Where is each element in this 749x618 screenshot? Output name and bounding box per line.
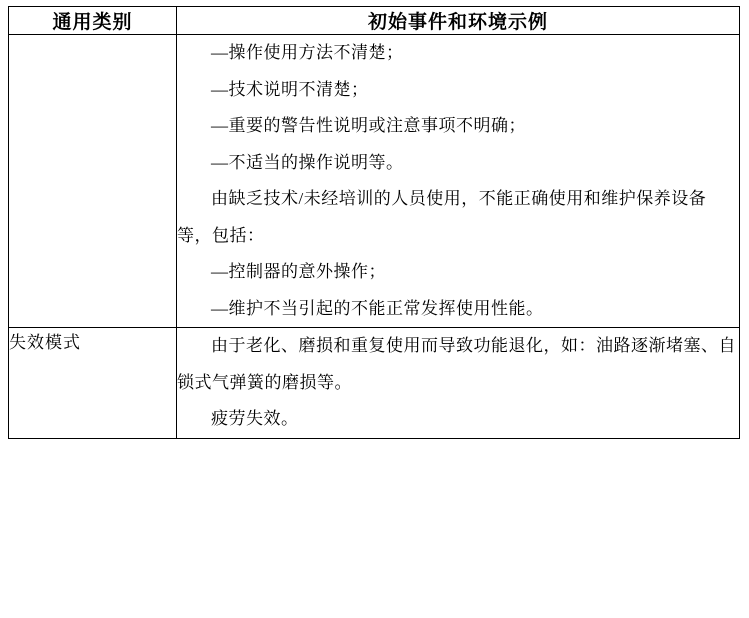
list-item: —不适当的操作说明等。 bbox=[211, 152, 404, 172]
paragraph: 由于老化、磨损和重复使用而导致功能退化，如：油路逐渐堵塞、自锁式气弹簧的磨损等。 bbox=[177, 336, 736, 392]
table-row bbox=[9, 328, 740, 439]
table-row bbox=[9, 35, 740, 328]
category-cell bbox=[9, 35, 177, 328]
table-header-row bbox=[9, 7, 740, 35]
list-item: —操作使用方法不清楚； bbox=[211, 43, 404, 62]
examples-cell bbox=[177, 35, 740, 328]
header-cell-category: 通用类别 bbox=[9, 7, 177, 35]
list-item: —重要的警告性说明或注意事项不明确； bbox=[211, 116, 526, 136]
paragraph: 由缺乏技术/未经培训的人员使用，不能正确使用和维护保养设备等，包括： bbox=[177, 189, 707, 245]
category-cell: 失效模式 bbox=[9, 328, 177, 439]
list-item: —技术说明不清楚； bbox=[211, 79, 369, 99]
list-item: —维护不当引起的不能正常发挥使用性能。 bbox=[211, 298, 544, 318]
risk-table bbox=[8, 6, 740, 439]
header-cell-examples: 初始事件和环境示例 bbox=[177, 7, 740, 35]
list-item: —控制器的意外操作； bbox=[211, 262, 386, 282]
paragraph: 疲劳失效。 bbox=[211, 409, 299, 429]
examples-cell bbox=[177, 328, 740, 439]
